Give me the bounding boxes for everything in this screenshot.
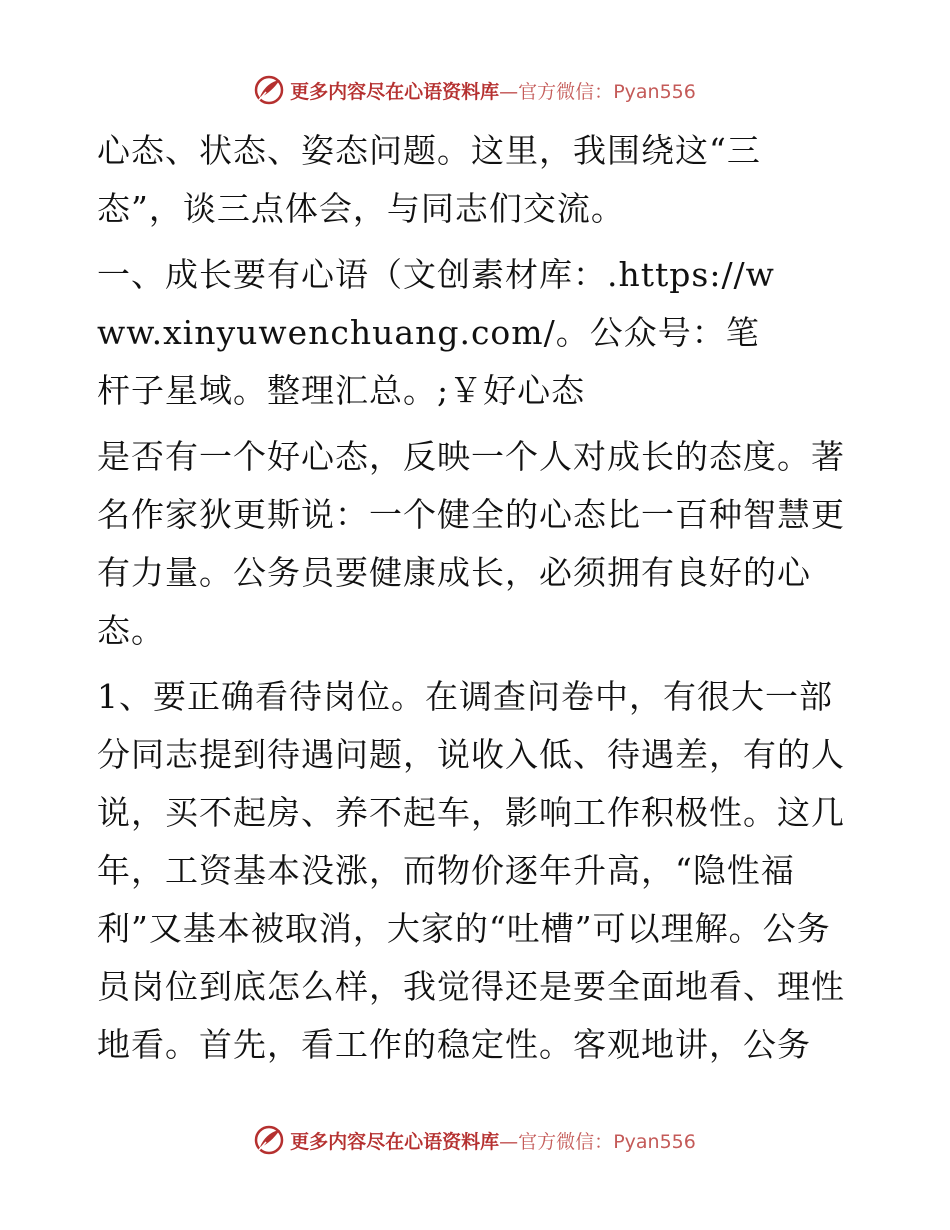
watermark-brand: 更多内容尽在心语资料库 [290,80,500,103]
watermark-text [290,77,696,104]
watermark-wechat-id: Pyan556 [613,80,696,103]
quill-logo-icon [254,75,284,105]
watermark-wechat-id: Pyan556 [613,1130,696,1153]
watermark-separator: — [499,1130,519,1153]
watermark-brand: 更多内容尽在心语资料库 [290,1130,500,1153]
paragraph-mindset: 是否有一个好心态，反映一个人对成长的态度。著名作家狄更斯说：一个健全的心态比一百种智慧更有力量。公务员要健康成长，必须拥有良好的心态。 [97,437,845,650]
watermark-label: 官方微信： [518,80,614,103]
watermark-label: 官方微信： [518,1130,614,1153]
footer-watermark-banner [0,1120,950,1160]
paragraph-section-heading: 一、成长要有心语（文创素材库：.https://www.xinyuwenchuang.com/。公众号：笔杆子星域。整理汇总。;￥好心态 [97,255,775,410]
paragraph-intro: 心态、状态、姿态问题。这里，我围绕这“三态”，谈三点体会，与同志们交流。 [97,131,761,228]
document-body [97,122,857,1082]
header-watermark-banner [0,70,950,110]
watermark-separator: — [499,80,519,103]
quill-logo-icon [254,1125,284,1155]
watermark-text [290,1127,696,1154]
paragraph-point-one: 1、要正确看待岗位。在调查问卷中，有很大一部分同志提到待遇问题，说收入低、待遇差，有的人说，买不起房、养不起车，影响工作积极性。这几年，工资基本没涨，而物价逐年升高，“隐性福利”又基本被取消，大家的“吐槽”可以理解。公务员岗位到底怎么样，我觉得还是要全面地看、理性地看。首先，看工作的稳定性。客观地讲，公务 [97,677,845,1064]
